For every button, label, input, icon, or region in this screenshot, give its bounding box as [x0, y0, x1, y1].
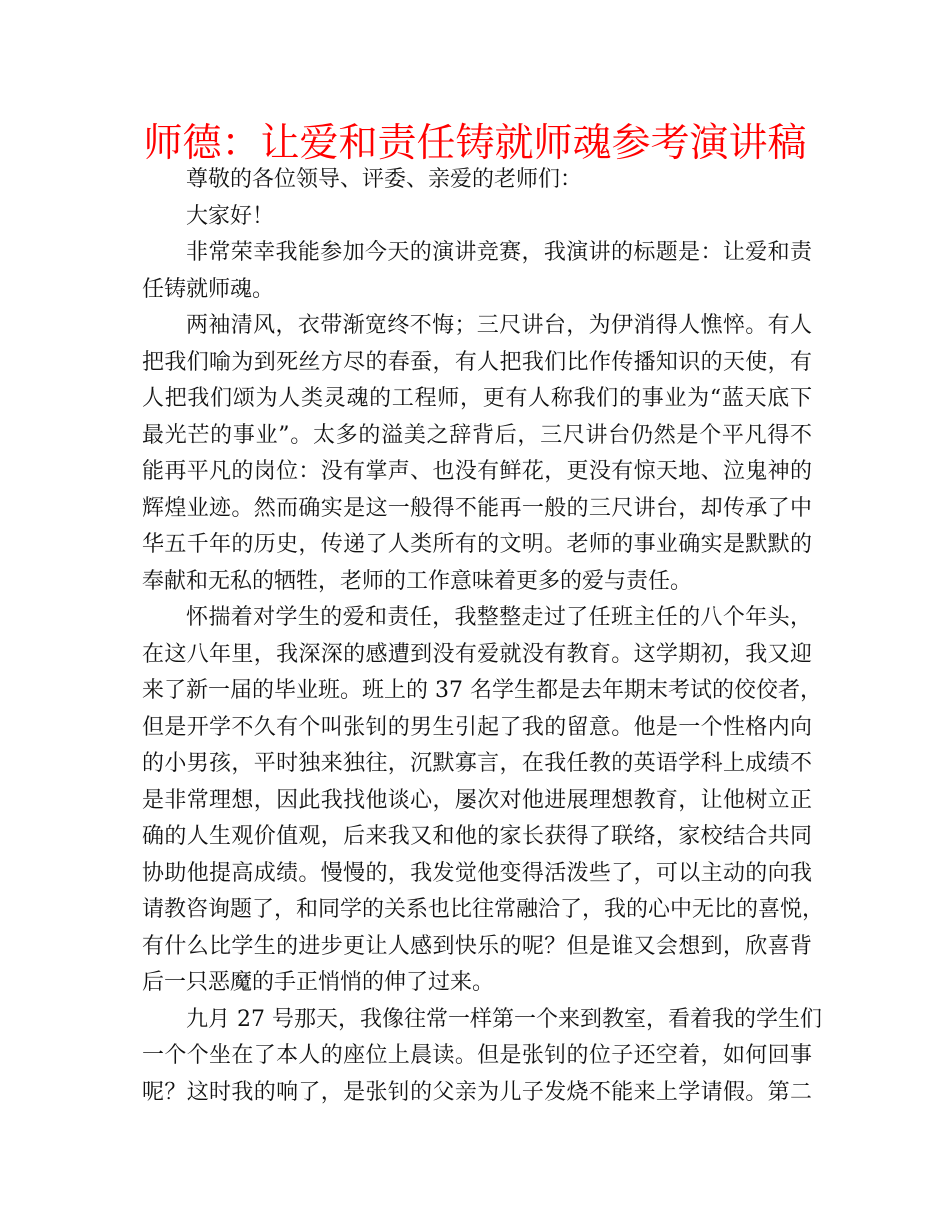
paragraph-line: 大家好！ [186, 203, 275, 229]
paragraph-line: 来了新一届的毕业班。班上的 37 名学生都是去年期末考试的佼佼者， [142, 678, 822, 703]
paragraph-line: 一个个坐在了本人的座位上晨读。但是张钊的位子还空着，如何回事 [142, 1043, 812, 1068]
document-body [142, 162, 825, 1111]
paragraph-line: 九月 27 号那天，我像往常一样第一个来到教室，看着我的学生们 [186, 1006, 822, 1032]
paragraph-line: 的小男孩，平时独来独往，沉默寡言，在我任教的英语学科上成绩不 [142, 751, 812, 776]
paragraph-line: 奉献和无私的牺牲，老师的工作意味着更多的爱与责任。 [142, 568, 693, 594]
paragraph-line: 最光芒的事业”。太多的溢美之辞背后，三尺讲台仍然是个平凡得不 [142, 422, 812, 448]
paragraph-line: 有什么比学生的进步更让人感到快乐的呢？但是谁又会想到，欣喜背 [142, 933, 812, 959]
paragraph-line: 后一只恶魔的手正悄悄的伸了过来。 [142, 970, 495, 995]
paragraph-line: 但是开学不久有个叫张钊的男生引起了我的留意。他是一个性格内向 [142, 714, 812, 740]
paragraph-line: 辉煌业迹。然而确实是这一般得不能再一般的三尺讲台，却传承了中 [142, 495, 812, 521]
paragraph-line: 两袖清风，衣带渐宽终不悔；三尺讲台，为伊消得人憔悴。有人 [186, 313, 812, 338]
paragraph-line: 在这八年里，我深深的感遭到没有爱就没有教育。这学期初，我又迎 [142, 641, 812, 667]
paragraph-line: 请教咨询题了，和同学的关系也比往常融洽了，我的心中无比的喜悦， [142, 897, 825, 922]
paragraph-line: 尊敬的各位领导、评委、亲爱的老师们： [186, 167, 583, 192]
paragraph-line: 把我们喻为到死丝方尽的春蚕，有人把我们比作传播知识的天使，有 [142, 349, 812, 375]
paragraph-line: 能再平凡的岗位：没有掌声、也没有鲜花，更没有惊天地、泣鬼神的 [142, 459, 812, 484]
document-title: 师德：让爱和责任铸就师魂参考演讲稿 [143, 121, 807, 166]
paragraph-line: 非常荣幸我能参加今天的演讲竞赛，我演讲的标题是：让爱和责 [186, 240, 812, 265]
paragraph-line: 是非常理想，因此我找他谈心，屡次对他进展理想教育，让他树立正 [142, 787, 812, 813]
paragraph-line: 呢？这时我的响了，是张钊的父亲为儿子发烧不能来上学请假。第二 [142, 1079, 812, 1105]
paragraph-line: 怀揣着对学生的爱和责任，我整整走过了任班主任的八个年头， [186, 605, 812, 630]
paragraph-line: 华五千年的历史，传递了人类所有的文明。老师的事业确实是默默的 [142, 532, 812, 557]
paragraph-line: 任铸就师魂。 [142, 276, 275, 302]
paragraph-line: 协助他提高成绩。慢慢的，我发觉他变得活泼些了，可以主动的向我 [142, 860, 812, 886]
paragraph-line: 确的人生观价值观，后来我又和他的家长获得了联络，家校结合共同 [142, 824, 812, 849]
paragraph-line: 人把我们颂为人类灵魂的工程师，更有人称我们的事业为“蓝天底下 [142, 386, 812, 411]
